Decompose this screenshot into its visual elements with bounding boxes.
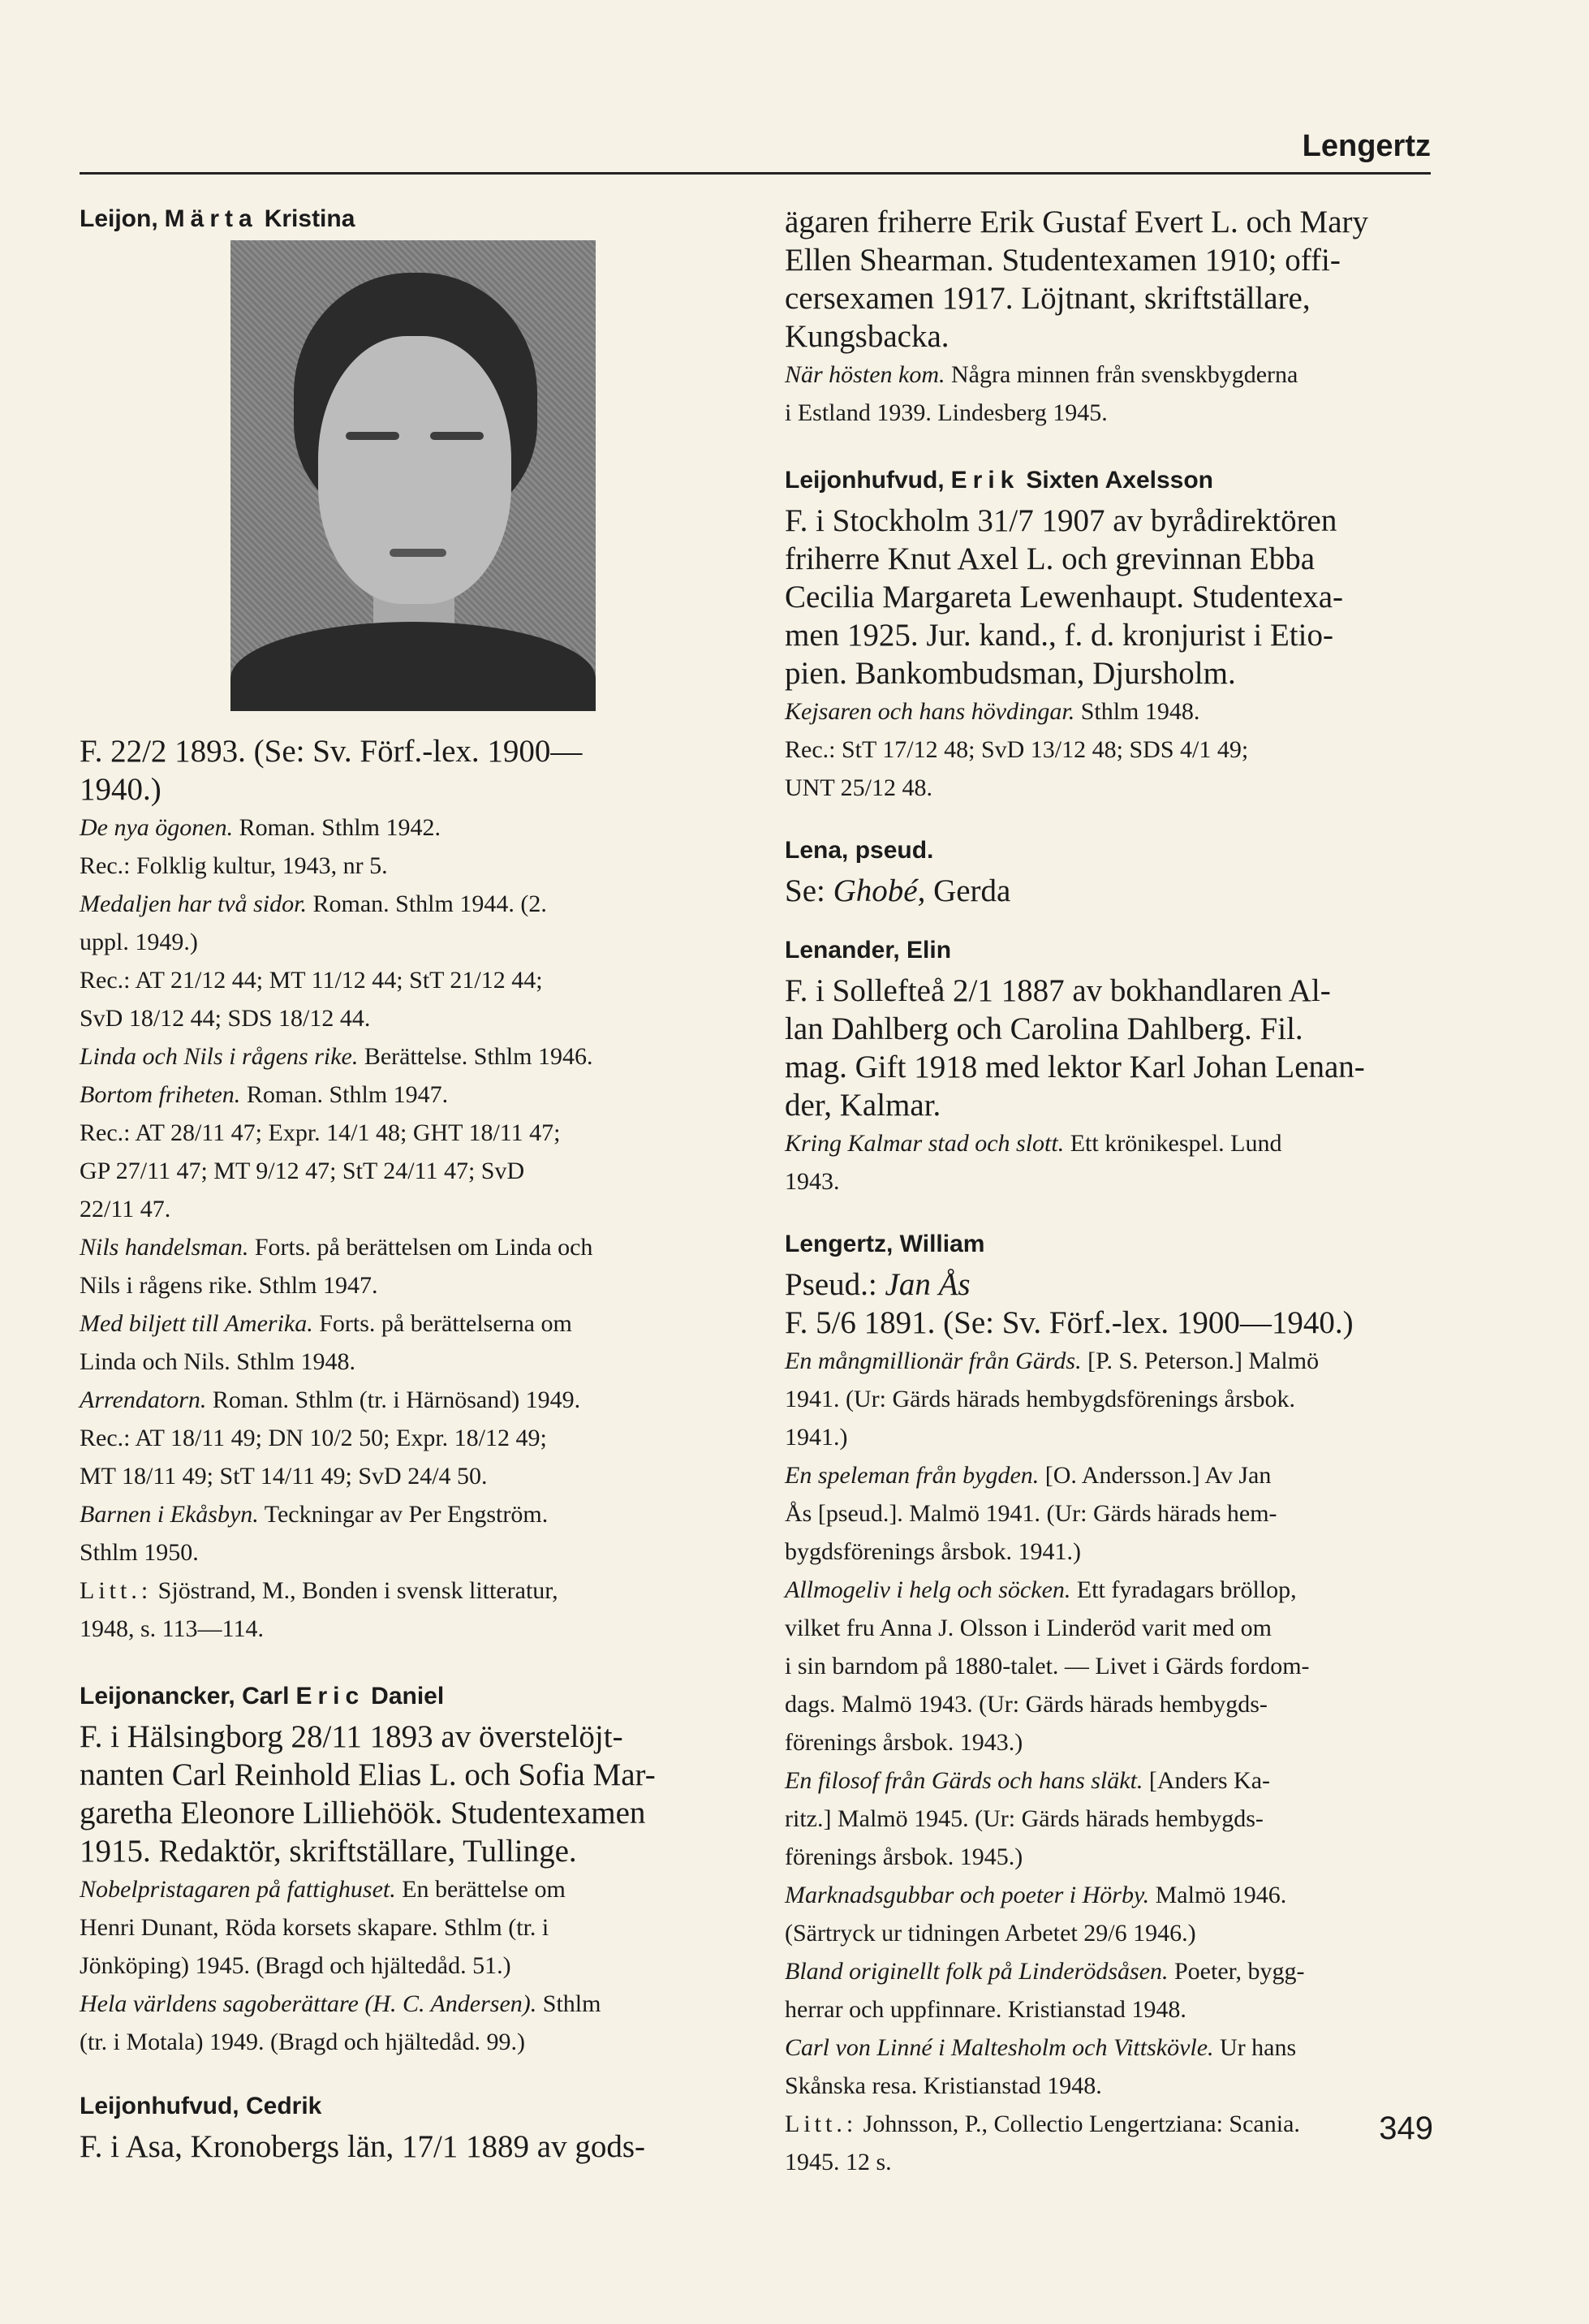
page-number: 349 [1379,2111,1433,2146]
work-details: Teckningar av Per Engström. [258,1501,549,1528]
bibliography-line [80,1870,739,1908]
entry-pseudonym: Pseud.: Jan Ås [785,1267,971,1302]
work-title: Med biljett till Amerika. [80,1310,313,1337]
work-title: Allmogeliv i helg och söcken. [785,1576,1071,1603]
bibliography-line [785,2029,1432,2067]
bibliography [80,808,739,1572]
work-details: Sthlm 1950. [80,1539,199,1566]
entry-heading: Leijonancker, Carl Eric Daniel [80,1683,445,1710]
entry-leijonhufvud-erik [785,464,1432,807]
bibliography-line [785,2067,1432,2105]
bibliography-line [80,1457,739,1495]
work-details: Linda och Nils. Sthlm 1948. [80,1348,355,1375]
work-details: herrar och uppfinnare. Kristianstad 1948. [785,1996,1186,2023]
work-details: (Särtryck ur tidningen Arbetet 29/6 1946.) [785,1920,1196,1947]
entry-bio: F. 22/2 1893. (Se: Sv. Förf.-lex. 1900— 1940.) [80,734,583,807]
entry-heading: Leijonhufvud, Cedrik [80,2093,322,2119]
work-title: En speleman från bygden. [785,1462,1040,1489]
work-details: MT 18/11 49; StT 14/11 49; SvD 24/4 50. [80,1463,488,1490]
bibliography-line [785,1723,1432,1761]
bibliography-line [80,1304,739,1343]
bibliography-line [80,1985,739,2023]
work-details: Några minnen från svenskbygderna [945,361,1298,388]
entry-leijonancker [80,1680,739,2061]
bibliography-line [785,769,1432,807]
bibliography-line [80,1419,739,1457]
entry-heading: Lengertz, William [785,1231,985,1257]
bibliography-line [785,1838,1432,1876]
bibliography-line [80,1947,739,1985]
work-details: UNT 25/12 48. [785,774,932,801]
work-title: En filosof från Gärds och hans släkt. [785,1767,1143,1794]
bibliography-line [80,1266,739,1304]
bibliography-line [785,692,1432,731]
entry-bio: F. i Stockholm 31/7 1907 av byrådirektören friherre Knut Axel L. och grevinnan Ebba Cecilia Margareta Lewenhaupt. Studentexa- men 1925. Jur. kand., f. d. kronjurist i Etio- pien. Bankombudsman, Djursholm. [785,503,1344,691]
work-details: förenings årsbok. 1945.) [785,1843,1023,1870]
entry-continuation [785,203,1432,432]
work-details: bygdsförenings årsbok. 1941.) [785,1538,1081,1565]
work-details: Rec.: StT 17/12 48; SvD 13/12 48; SDS 4/1 49; [785,736,1249,763]
bibliography-line [80,2023,739,2061]
work-details: SvD 18/12 44; SDS 18/12 44. [80,1005,371,1032]
bibliography-line [785,1380,1432,1418]
work-title: De nya ögonen. [80,814,234,841]
bibliography-line [785,394,1432,432]
left-column [80,203,739,2208]
entry-bio: Se: Ghobé, Gerda [785,873,1011,908]
work-title: Hela världens sagoberättare (H. C. Andersen). [80,1990,537,2017]
work-title: Marknadsgubbar och poeter i Hörby. [785,1882,1150,1908]
bibliography-line [785,1685,1432,1723]
entry-heading: Lena, pseud. [785,837,934,864]
bibliography-line [80,1190,739,1228]
work-details: Roman. Sthlm (tr. i Härnösand) 1949. [206,1386,581,1413]
entry-bio: F. i Sollefteå 2/1 1887 av bokhandlaren Al- lan Dahlberg och Carolina Dahlberg. Fil. mag. Gift 1918 med lektor Karl Johan Lenan- der, Kalmar. [785,973,1365,1123]
work-details: Rec.: AT 18/11 49; DN 10/2 50; Expr. 18/12 49; [80,1425,547,1451]
portrait-photo [230,240,596,711]
bibliography-line [785,1952,1432,1990]
work-details: Forts. på berättelsen om Linda och [248,1234,593,1261]
work-title: Kring Kalmar stad och slott. [785,1130,1065,1157]
literature-line: Litt.: Johnsson, P., Collectio Lengertziana: Scania. 1945. 12 s. [785,2111,1300,2175]
work-title: Bland originellt folk på Linderödsåsen. [785,1958,1169,1985]
entry-bio: F. i Asa, Kronobergs län, 17/1 1889 av gods- [80,2129,646,2164]
work-title: Carl von Linné i Maltesholm och Vittskövle. [785,2034,1214,2061]
bibliography-line [785,1162,1432,1201]
entry-leijon-marta [80,203,739,1648]
bibliography [785,356,1432,432]
bibliography-line [80,885,739,923]
bibliography-line [80,1037,739,1076]
work-title: Arrendatorn. [80,1386,207,1413]
bibliography-line [80,808,739,847]
bibliography-line [785,1124,1432,1162]
work-details: Poeter, bygg- [1168,1958,1305,1985]
work-details: 1941.) [785,1424,848,1451]
bibliography-line [80,1228,739,1266]
bibliography-line [785,1533,1432,1571]
work-details: En berättelse om [395,1876,566,1903]
right-column [785,203,1432,2223]
bibliography-line [80,1495,739,1533]
bibliography-line [785,1571,1432,1609]
work-details: ritz.] Malmö 1945. (Ur: Gärds härads hembygds- [785,1805,1264,1832]
work-details: Roman. Sthlm 1947. [240,1081,449,1108]
work-details: [P. S. Peterson.] Malmö [1081,1347,1320,1374]
literature-line: Litt.: Sjöstrand, M., Bonden i svensk litteratur, 1948, s. 113—114. [80,1577,558,1642]
bibliography-line [80,923,739,961]
work-title: Kejsaren och hans hövdingar. [785,698,1075,725]
entry-heading: Lenander, Elin [785,937,952,964]
work-title: Nils handelsman. [80,1234,249,1261]
work-details: Henri Dunant, Röda korsets skapare. Sthlm (tr. i [80,1914,549,1941]
entry-lenander [785,934,1432,1201]
entry-heading: Leijon, Märta Kristina [80,205,355,232]
entry-bio: F. 5/6 1891. (Se: Sv. Förf.-lex. 1900—1940.) [785,1305,1354,1340]
work-details: Sthlm [536,1990,601,2017]
entry-heading: Leijonhufvud, Erik Sixten Axelsson [785,467,1213,494]
work-details: (tr. i Motala) 1949. (Bragd och hjältedåd. 99.) [80,2029,526,2055]
work-title: Bortom friheten. [80,1081,241,1108]
bibliography [80,1870,739,2061]
work-details: [Anders Ka- [1143,1767,1271,1794]
entry-lena [785,834,1432,910]
work-title: En mångmillionär från Gärds. [785,1347,1082,1374]
work-title: Nobelpristagaren på fattighuset. [80,1876,396,1903]
bibliography-line [80,1381,739,1419]
work-details: vilket fru Anna J. Olsson i Linderöd varit med om [785,1615,1272,1641]
work-details: Roman. Sthlm 1942. [233,814,441,841]
work-title: Medaljen har två sidor. [80,890,307,917]
bibliography-line [785,1494,1432,1533]
bibliography-line [785,1609,1432,1647]
bibliography-line [80,1343,739,1381]
bibliography-line [80,961,739,999]
entry-leijonhufvud-cedrik [80,2090,739,2166]
work-details: Ås [pseud.]. Malmö 1941. (Ur: Gärds härads hem- [785,1500,1277,1527]
bibliography-line [785,1800,1432,1838]
bibliography-line [785,1876,1432,1914]
work-details: Sthlm 1948. [1074,698,1200,725]
work-details: Ett fyradagars bröllop, [1070,1576,1297,1603]
bibliography-line [785,356,1432,394]
work-title: När hösten kom. [785,361,945,388]
bibliography-line [785,1761,1432,1800]
bibliography-line [80,1908,739,1947]
bibliography-line [785,1990,1432,2029]
bibliography [785,1124,1432,1201]
entry-bio: ägaren friherre Erik Gustaf Evert L. och Mary Ellen Shearman. Studentexamen 1910; offi- cersexamen 1917. Löjtnant, skriftställare, Kungsbacka. [785,205,1369,354]
work-details: Rec.: AT 21/12 44; MT 11/12 44; StT 21/12 44; [80,967,543,994]
work-details: uppl. 1949.) [80,929,198,955]
work-details: [O. Andersson.] Av Jan [1039,1462,1272,1489]
work-title: Barnen i Ekåsbyn. [80,1501,259,1528]
work-title: Linda och Nils i rågens rike. [80,1043,359,1070]
work-details: GP 27/11 47; MT 9/12 47; StT 24/11 47; SvD [80,1158,525,1184]
bibliography-line [80,999,739,1037]
work-details: Nils i rågens rike. Sthlm 1947. [80,1272,378,1299]
work-details: Ur hans [1213,2034,1297,2061]
work-details: Skånska resa. Kristianstad 1948. [785,2072,1102,2099]
work-details: Jönköping) 1945. (Bragd och hjältedåd. 51.) [80,1952,511,1979]
entry-lengertz [785,1228,1432,2181]
bibliography-line [785,1418,1432,1456]
bibliography-line [80,847,739,885]
bibliography-line [785,731,1432,769]
bibliography-line [785,1914,1432,1952]
running-header-name: Lengertz [1302,129,1431,163]
work-details: Rec.: AT 28/11 47; Expr. 14/1 48; GHT 18/11 47; [80,1119,561,1146]
work-details: Malmö 1946. [1149,1882,1287,1908]
bibliography-line [80,1152,739,1190]
work-details: Berättelse. Sthlm 1946. [358,1043,593,1070]
work-details: dags. Malmö 1943. (Ur: Gärds härads hembygds- [785,1691,1268,1718]
work-details: 1943. [785,1168,840,1195]
bibliography-line [785,1342,1432,1380]
bibliography [785,692,1432,807]
work-details: Forts. på berättelserna om [312,1310,572,1337]
entry-bio: F. i Hälsingborg 28/11 1893 av överstelöjt- nanten Carl Reinhold Elias L. och Sofia Mar- garetha Eleonore Lilliehöök. Studentexamen 1915. Redaktör, skriftställare, Tullinge. [80,1719,656,1869]
work-details: Roman. Sthlm 1944. (2. [306,890,547,917]
work-details: Ett krönikespel. Lund [1064,1130,1282,1157]
work-details: 22/11 47. [80,1196,171,1222]
bibliography-line [785,1456,1432,1494]
work-details: 1941. (Ur: Gärds härads hembygdsförenings årsbok. [785,1386,1296,1412]
bibliography-line [80,1114,739,1152]
bibliography [785,1342,1432,2105]
running-header [80,122,1431,175]
bibliography-line [80,1076,739,1114]
work-details: förenings årsbok. 1943.) [785,1729,1023,1756]
bibliography-line [80,1533,739,1572]
work-details: Rec.: Folklig kultur, 1943, nr 5. [80,852,388,879]
bibliography-line [785,1647,1432,1685]
work-details: i sin barndom på 1880-talet. — Livet i Gärds fordom- [785,1653,1310,1679]
work-details: i Estland 1939. Lindesberg 1945. [785,399,1108,426]
